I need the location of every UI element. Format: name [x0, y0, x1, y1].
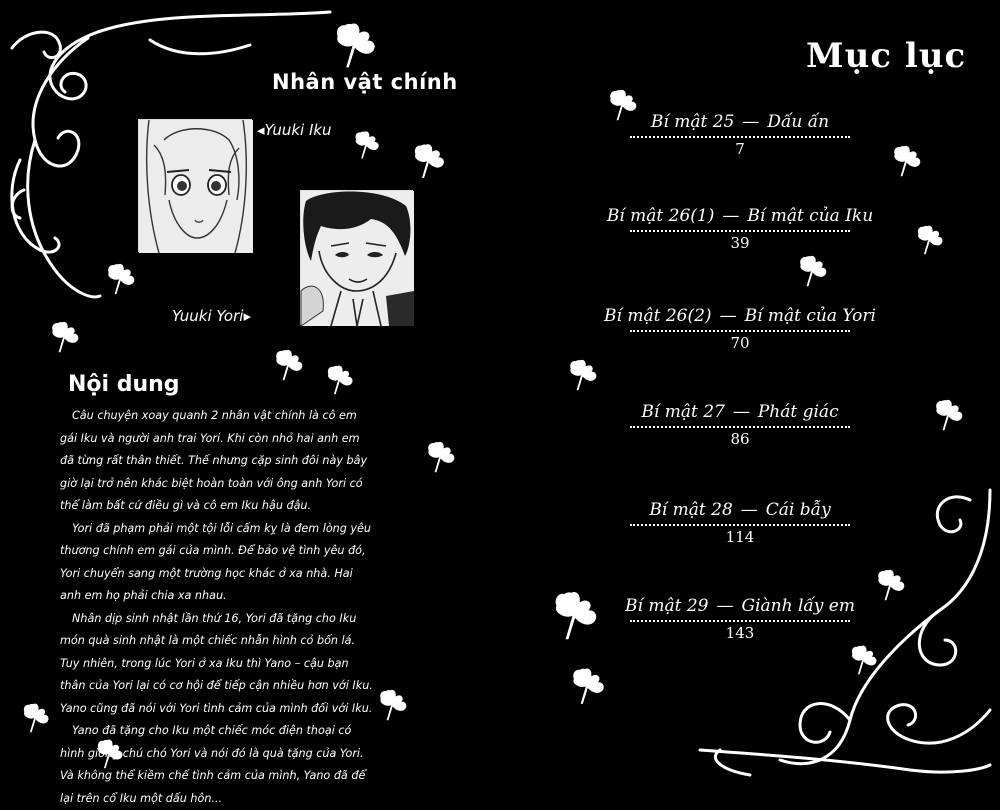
clover-icon [270, 346, 306, 382]
clover-icon [794, 252, 830, 288]
clover-icon [930, 396, 966, 432]
toc-chapter: Bí mật 28 [649, 500, 733, 520]
toc-entry: Bí mật 26(2) — Bí mật của Yori 70 [560, 306, 920, 352]
toc-page-number: 7 [735, 140, 745, 158]
toc-chapter-name: Cái bẫy [765, 500, 831, 520]
toc-chapter-name: Giành lấy em [741, 596, 855, 616]
clover-icon [374, 686, 410, 722]
summary-title: Nội dung [68, 372, 180, 397]
yori-portrait [300, 190, 413, 325]
clover-icon [102, 260, 138, 296]
clover-icon [18, 700, 52, 734]
toc-chapter: Bí mật 29 [625, 596, 709, 616]
summary-paragraph: Câu chuyện xoay quanh 2 nhân vật chính là cô em gái Iku và người anh trai Yori. Khi còn nhỏ hai anh em đã từng rất thân thiết. Thế nhưng cặp sinh đôi này bây giờ lại trở nên khác biệt hoàn toàn với ông anh Yori có thể làm bất cứ điều gì và cô em Iku hậu đậu. [60, 409, 368, 512]
iku-label: ◂Yuuki Iku [257, 121, 332, 139]
toc-chapter: Bí mật 25 [650, 112, 735, 132]
clover-icon [408, 140, 448, 180]
toc-page-number: 143 [725, 624, 755, 642]
toc-chapter: Bí mật 26(1) [606, 206, 715, 226]
summary-paragraph: Yano đã tặng cho Iku một chiếc móc điện thoại có hình giống chú chó Yori và nói đó là quà tặng của Yori. Và không thể kiềm chế tình cảm của mình, Yano đã để lại trên cổ Iku một dấu hôn... [60, 724, 366, 805]
clover-icon [422, 438, 458, 474]
toc-page-number: 39 [730, 234, 750, 252]
clover-icon [846, 642, 880, 676]
toc-chapter-name: Phát giác [757, 402, 839, 422]
toc-page-number: 70 [730, 334, 750, 352]
clover-icon [350, 128, 382, 160]
toc-chapter: Bí mật 26(2) [604, 306, 712, 326]
summary-paragraph: Yori đã phạm phải một tội lỗi cấm kỵ là đem lòng yêu thương chính em gái của mình. Để bảo vệ tình yêu đó, Yori chuyển sang một trường học khác ở xa nhà. Hai anh em họ phải chia xa nhau. [60, 521, 372, 602]
characters-title: Nhân vật chính [272, 70, 458, 94]
summary-paragraph: Nhân dịp sinh nhật lần thứ 16, Yori đã tặng cho Iku món quà sinh nhật là một chiếc nhẫn hình cỏ bốn lá. Tuy nhiên, trong lúc Yori ở xa Iku thì Yano – cậu bạn thân của Yori lại có cơ hội để tiếp cận nhiều hơn với Iku. Yano cũng đã nói với Yori tình cảm của mình đối với Iku. [60, 611, 373, 715]
clover-icon [564, 356, 600, 392]
toc-entry: Bí mật 27 — Phát giác 86 [560, 402, 920, 448]
clover-icon [566, 664, 608, 706]
clover-icon [328, 18, 380, 70]
summary-text [60, 405, 375, 810]
toc-page-number: 114 [725, 528, 755, 546]
toc-entry: Bí mật 28 — Cái bẫy 114 [560, 500, 920, 546]
toc-chapter-name: Bí mật của Yori [744, 306, 876, 326]
iku-portrait [138, 119, 252, 252]
clover-icon [322, 362, 356, 396]
toc-entry: Bí mật 25 — Dấu ấn 7 [560, 112, 920, 158]
toc-chapter-name: Bí mật của Iku [747, 206, 874, 226]
toc-entry: Bí mật 26(1) — Bí mật của Iku 39 [560, 206, 920, 252]
clover-icon [46, 318, 82, 354]
toc-chapter: Bí mật 27 [641, 402, 725, 422]
toc-entry: Bí mật 29 — Giành lấy em 143 [560, 596, 920, 642]
yori-label: Yuuki Yori▸ [172, 307, 251, 325]
toc-title: Mục lục [806, 36, 967, 76]
toc-page-number: 86 [730, 430, 750, 448]
toc-chapter-name: Dấu ấn [767, 112, 830, 132]
